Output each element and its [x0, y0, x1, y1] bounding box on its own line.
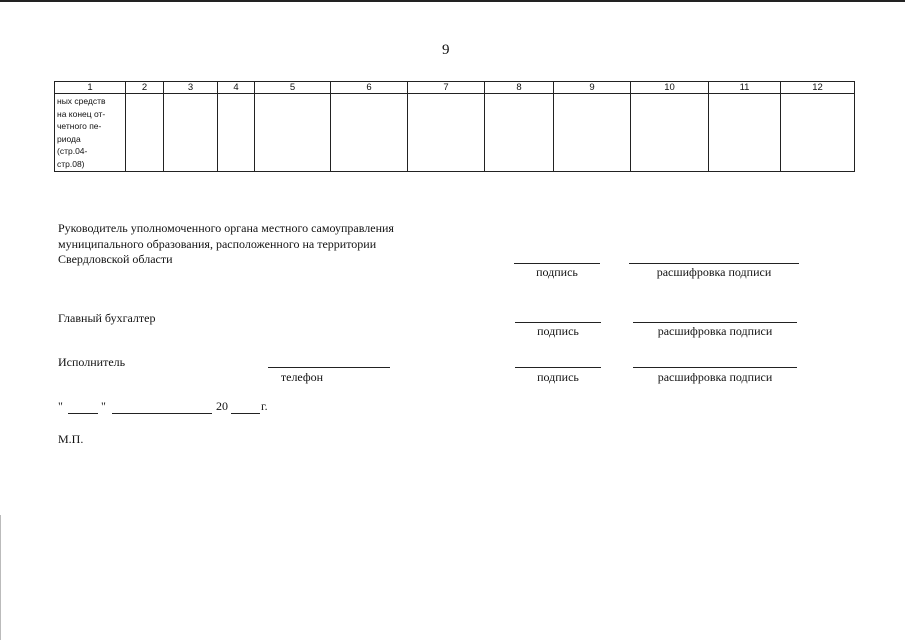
table-cell [126, 94, 164, 172]
column-header: 9 [554, 82, 631, 94]
head-title-line-2: муниципального образования, расположенного на территории [58, 237, 377, 251]
head-decoding-line [629, 263, 799, 264]
table-header-row [55, 82, 855, 94]
phone-line [268, 367, 390, 368]
column-header: 2 [126, 82, 164, 94]
table-cell [331, 94, 408, 172]
executor-decoding-caption: расшифровка подписи [657, 370, 773, 384]
table-cell [781, 94, 855, 172]
column-header: 3 [164, 82, 218, 94]
table-cell [408, 94, 485, 172]
head-title-line-1: Руководитель уполномоченного органа местного самоуправления [58, 221, 394, 235]
table-cell [218, 94, 255, 172]
date-year-suffix: г. [261, 399, 268, 413]
table-cell [709, 94, 781, 172]
row-label-cell [55, 94, 126, 172]
executor-signature-caption: подпись [537, 370, 579, 384]
date-quote-open: " [58, 399, 63, 413]
table-cell [631, 94, 709, 172]
head-decoding-caption: расшифровка подписи [656, 265, 772, 279]
date-year-prefix: 20 [216, 399, 228, 413]
head-signature-caption: подпись [536, 265, 578, 279]
accountant-title: Главный бухгалтер [58, 311, 156, 325]
report-table [54, 81, 855, 172]
head-title-line-3: Свердловской области [58, 252, 173, 266]
table-cell [554, 94, 631, 172]
accountant-signature-caption: подпись [537, 324, 579, 338]
column-header: 11 [709, 82, 781, 94]
executor-decoding-line [633, 367, 797, 368]
stamp-label: М.П. [58, 432, 84, 446]
accountant-decoding-caption: расшифровка подписи [657, 324, 773, 338]
column-header: 5 [255, 82, 331, 94]
top-border [0, 0, 905, 2]
table-row [55, 94, 855, 172]
head-signature-line [514, 263, 600, 264]
row-label: ных средств на конец от- четного пе- риода (стр.04- стр.08) [57, 96, 106, 169]
executor-signature-line [515, 367, 601, 368]
left-margin-rule [0, 515, 1, 640]
table-cell [255, 94, 331, 172]
phone-caption: телефон [280, 370, 324, 384]
date-quote-close: " [101, 399, 106, 413]
column-header: 10 [631, 82, 709, 94]
column-header: 7 [408, 82, 485, 94]
accountant-signature-line [515, 322, 601, 323]
table-cell [164, 94, 218, 172]
page-number: 9 [442, 42, 450, 58]
date-year-line [231, 413, 260, 414]
column-header: 8 [485, 82, 554, 94]
column-header: 1 [55, 82, 126, 94]
column-header: 12 [781, 82, 855, 94]
table-cell [485, 94, 554, 172]
date-day-line [68, 413, 98, 414]
date-month-line [112, 413, 212, 414]
column-header: 6 [331, 82, 408, 94]
accountant-decoding-line [633, 322, 797, 323]
executor-title: Исполнитель [58, 355, 126, 369]
column-header: 4 [218, 82, 255, 94]
